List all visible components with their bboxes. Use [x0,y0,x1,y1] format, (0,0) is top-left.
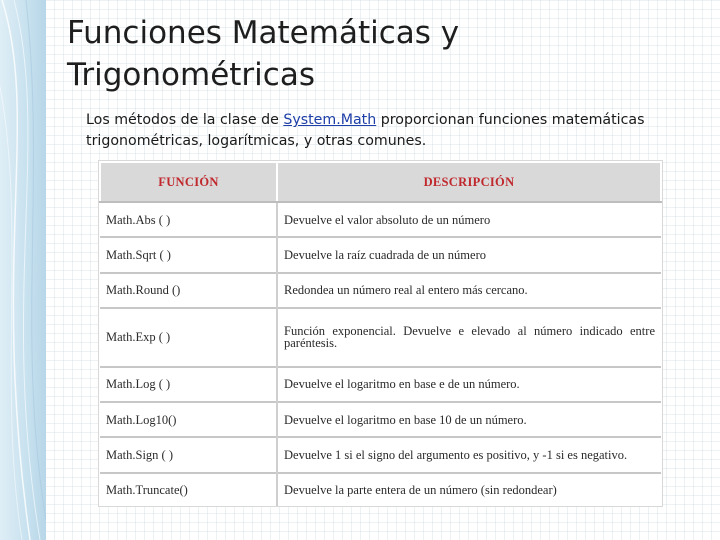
function-cell: Math.Exp ( ) [100,308,277,367]
intro-text-start: Los métodos de la clase de [86,112,284,128]
function-cell: Math.Abs ( ) [100,202,277,237]
table-row [100,308,661,367]
description-cell: Devuelve el logaritmo en base e de un número. [277,367,661,402]
description-cell: Devuelve el logaritmo en base 10 de un número. [277,402,661,437]
description-cell: Devuelve la parte entera de un número (sin redondear) [277,473,661,506]
functions-table [99,161,662,506]
function-cell: Math.Truncate() [100,473,277,506]
function-cell: Math.Sqrt ( ) [100,237,277,272]
decorative-side-band [0,0,46,540]
swoosh-decoration-icon [0,0,46,540]
table-row [100,202,661,237]
system-math-link[interactable]: System.Math [283,112,377,128]
description-cell: Redondea un número real al entero más cercano. [277,273,661,308]
table-header-row [100,162,661,202]
description-cell: Devuelve 1 si el signo del argumento es positivo, y -1 si es negativo. [277,437,661,472]
description-cell: Devuelve el valor absoluto de un número [277,202,661,237]
functions-table-grid [99,161,662,506]
intro-text-end: proporcionan funciones matemáticas trigonométricas, logarítmicas, y otras comunes. [86,112,645,149]
description-cell: Función exponencial. Devuelve e elevado al número indicado entre paréntesis. [277,308,661,367]
table-row [100,473,661,506]
table-row [100,437,661,472]
function-cell: Math.Sign ( ) [100,437,277,472]
column-header-funcion: FUNCIÓN [100,162,277,202]
table-row [100,237,661,272]
table-row [100,367,661,402]
column-header-descripcion: DESCRIPCIÓN [277,162,661,202]
slide-title: Funciones Matemáticas y Trigonométricas [67,15,460,93]
description-cell: Devuelve la raíz cuadrada de un número [277,237,661,272]
table-row [100,402,661,437]
function-cell: Math.Log10() [100,402,277,437]
function-cell: Math.Round () [100,273,277,308]
table-row [100,273,661,308]
function-cell: Math.Log ( ) [100,367,277,402]
intro-paragraph [86,110,686,152]
